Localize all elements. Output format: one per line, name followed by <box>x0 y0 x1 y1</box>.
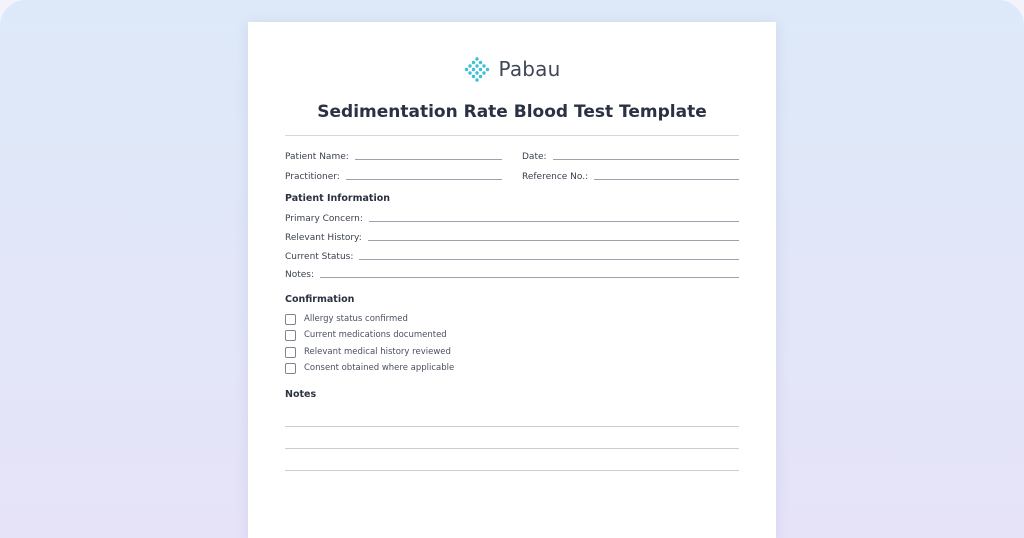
patient-name-field[interactable] <box>285 148 502 162</box>
checklist-label: Current medications documented <box>304 330 447 340</box>
checkbox[interactable] <box>285 330 296 341</box>
practitioner-field[interactable] <box>285 168 502 182</box>
confirmation-heading: Confirmation <box>285 294 355 305</box>
relevant-history-line[interactable] <box>368 240 739 241</box>
page-title: Sedimentation Rate Blood Test Template <box>317 102 707 122</box>
notes-line[interactable] <box>320 277 739 278</box>
date-label: Date: <box>522 152 547 162</box>
patient-name-line[interactable] <box>355 159 502 160</box>
practitioner-label: Practitioner: <box>285 172 340 182</box>
checklist-item[interactable] <box>285 313 408 325</box>
notes-heading: Notes <box>285 389 317 400</box>
patient-name-label: Patient Name: <box>285 152 349 162</box>
checklist-label: Relevant medical history reviewed <box>304 347 451 357</box>
diamond-dots-icon <box>463 56 491 82</box>
primary-concern-label: Primary Concern: <box>285 214 363 224</box>
checkbox[interactable] <box>285 314 296 325</box>
notes-line[interactable] <box>285 470 739 471</box>
date-field[interactable] <box>522 148 739 162</box>
checklist-label: Allergy status confirmed <box>304 314 408 324</box>
notes-line[interactable] <box>285 448 739 449</box>
reference-field[interactable] <box>522 168 739 182</box>
checklist-item[interactable] <box>285 329 447 341</box>
notes-field[interactable] <box>285 266 739 280</box>
brand-name: Pabau <box>498 57 561 81</box>
current-status-label: Current Status: <box>285 252 354 262</box>
primary-concern-line[interactable] <box>369 221 739 222</box>
checkbox[interactable] <box>285 363 296 374</box>
patient-information-heading: Patient Information <box>285 193 391 204</box>
checklist-label: Consent obtained where applicable <box>304 363 455 373</box>
notes-line[interactable] <box>285 426 739 427</box>
checklist-item[interactable] <box>285 346 451 358</box>
date-line[interactable] <box>553 159 739 160</box>
practitioner-line[interactable] <box>346 179 502 180</box>
relevant-history-field[interactable] <box>285 229 739 243</box>
notes-label: Notes: <box>285 270 315 280</box>
checkbox[interactable] <box>285 347 296 358</box>
checklist-item[interactable] <box>285 362 454 374</box>
template-sheet <box>248 22 776 538</box>
current-status-line[interactable] <box>359 259 739 260</box>
reference-line[interactable] <box>594 179 739 180</box>
primary-concern-field[interactable] <box>285 210 739 224</box>
brand-logo <box>248 56 776 82</box>
reference-label: Reference No.: <box>522 172 589 182</box>
current-status-field[interactable] <box>285 248 739 262</box>
relevant-history-label: Relevant History: <box>285 233 362 243</box>
divider <box>285 135 739 136</box>
